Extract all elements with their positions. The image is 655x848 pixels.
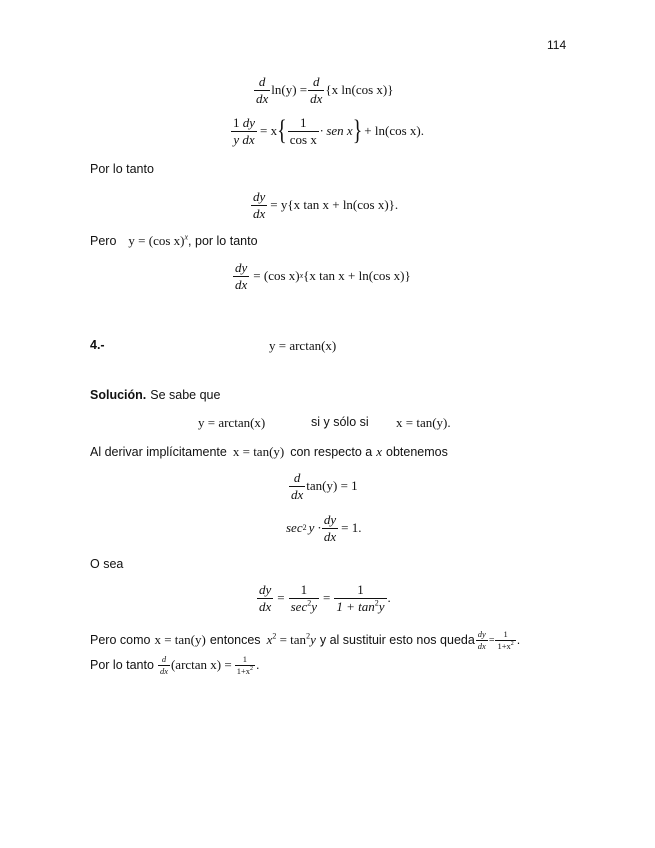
numerator: dy	[235, 260, 248, 275]
solucion-label: Solución.	[90, 388, 147, 402]
derivar-var: x	[376, 444, 383, 459]
close-brace: }	[352, 115, 363, 147]
text-c: y al sustituir esto nos queda	[319, 633, 475, 648]
den-text: 1+x	[497, 640, 511, 651]
sec: sec	[286, 520, 303, 536]
equation-1	[253, 75, 394, 105]
numerator: dy	[259, 582, 272, 597]
y-dot: y ·	[308, 520, 321, 536]
rhs-a: = (cos x)	[253, 268, 300, 284]
problem-number: 4.-	[90, 338, 105, 352]
iff-right: x = tan(y).	[396, 415, 451, 430]
numerator: 1	[357, 582, 364, 597]
o-sea-label: O sea	[90, 557, 124, 571]
period: .	[516, 633, 521, 648]
numerator: dy	[323, 512, 337, 527]
derivar-line	[90, 444, 448, 460]
exponent: 2	[374, 598, 379, 608]
fraction	[231, 116, 257, 146]
fraction	[288, 116, 319, 146]
expr: y = (cos x)	[128, 233, 185, 248]
fraction	[334, 583, 386, 613]
pero-tail: , por lo tanto	[188, 234, 258, 248]
equation-5	[288, 471, 358, 501]
solucion-line	[90, 388, 220, 402]
rhs-b: {x tan x + ln(cos x)}	[303, 268, 411, 284]
numerator: d	[313, 74, 320, 89]
denominator: dx	[323, 528, 337, 544]
exponent: 2	[250, 666, 254, 673]
rhs: {x ln(cos x)}	[325, 82, 394, 98]
denominator: cos x	[289, 131, 317, 147]
text-a: Pero como	[90, 633, 151, 648]
numerator	[231, 116, 257, 131]
equation-7	[256, 583, 391, 613]
numerator: 1	[300, 582, 308, 597]
rhs: = y{x tan x + ln(cos x)}.	[270, 197, 399, 213]
denominator: dx	[235, 276, 248, 292]
equals-sign: =	[323, 590, 331, 606]
denominator	[495, 640, 515, 651]
math-1: x = tan(y)	[154, 632, 206, 648]
text-b: entonces	[209, 633, 261, 648]
equals-x: = x	[260, 123, 278, 139]
y: y	[310, 632, 316, 648]
sen-term: · sen x	[319, 123, 353, 139]
period: .	[387, 590, 391, 606]
lhs: ln(y) =	[271, 82, 308, 98]
dy: dy	[242, 115, 256, 130]
derivar-text-b: con respecto a	[290, 445, 373, 459]
y: y	[378, 598, 385, 614]
equals-sign: =	[277, 590, 285, 606]
derivative-operator	[289, 471, 305, 501]
rhs: tan(y) = 1	[306, 478, 358, 494]
page-number: 114	[547, 38, 567, 52]
equation-3	[250, 190, 398, 220]
exponent: 2	[307, 598, 312, 608]
tail: + ln(cos x).	[364, 123, 424, 139]
den-text: 1+x	[236, 665, 251, 676]
numerator: 1	[300, 115, 307, 130]
fraction	[289, 583, 319, 613]
exponent: x	[184, 232, 189, 242]
fraction	[233, 261, 249, 291]
tan: = tan	[279, 632, 307, 648]
final-line-1	[90, 630, 520, 651]
exponent: 2	[510, 641, 514, 648]
derivative-operator	[308, 75, 324, 105]
math: (arctan x) =	[170, 657, 232, 673]
derivar-text-a: Al derivar implícitamente	[90, 445, 227, 459]
fraction	[322, 513, 338, 543]
denominator: dx	[256, 90, 269, 106]
pero-word: Pero	[90, 234, 117, 248]
x: x	[266, 632, 273, 648]
pero-math	[128, 233, 188, 249]
numerator: 1	[503, 629, 508, 639]
fraction	[251, 190, 267, 220]
numerator: dy	[477, 629, 486, 639]
equals-sign: =	[488, 634, 495, 646]
denominator: y dx	[233, 131, 255, 147]
iff-middle: si y sólo si	[311, 415, 369, 429]
numerator: d	[258, 74, 266, 89]
sec: sec	[290, 598, 308, 614]
rhs: = 1.	[341, 520, 362, 536]
small-fraction	[235, 655, 255, 676]
small-fraction	[158, 655, 170, 676]
small-fraction	[495, 630, 515, 651]
equation-6: sec 2 y · $\frac{dy}{dx}$ = 1.	[286, 512, 362, 544]
one: 1	[233, 115, 240, 130]
derivar-math: x = tan(y)	[232, 444, 285, 459]
small-fraction	[476, 630, 488, 651]
fraction	[257, 583, 273, 613]
problem-equation: y = arctan(x)	[269, 338, 337, 353]
tan: 1 + tan	[336, 598, 375, 614]
derivative-operator	[254, 75, 270, 105]
denominator	[334, 598, 386, 614]
equation-2	[230, 116, 424, 146]
exponent: 2	[272, 632, 277, 642]
numerator: d	[293, 470, 301, 485]
denominator: dx	[310, 90, 323, 106]
numerator: 1	[242, 654, 247, 664]
denominator: dx	[291, 486, 304, 502]
denominator: dx	[253, 205, 266, 221]
iff-left: y = arctan(x)	[198, 415, 266, 430]
equation-4: $\frac{dy}{dx}$ = (cos x) x {x tan x + ln(cos x)}	[235, 260, 411, 292]
denominator: dx	[477, 640, 486, 651]
y: y	[311, 598, 318, 614]
final-line-2	[90, 655, 260, 676]
numerator: d	[161, 654, 167, 664]
solucion-text: Se sabe que	[150, 388, 221, 402]
exponent: 2	[306, 632, 311, 642]
denominator: dx	[159, 665, 168, 676]
math-2	[267, 632, 316, 648]
denominator: dx	[259, 598, 272, 614]
open-brace: {	[277, 115, 287, 147]
por-lo-tanto-label: Por lo tanto	[90, 162, 154, 176]
derivar-text-c: obtenemos	[386, 445, 448, 459]
text-a: Por lo tanto	[90, 658, 154, 673]
period: .	[256, 658, 260, 673]
numerator: dy	[253, 189, 266, 204]
denominator	[235, 665, 255, 676]
pero-line	[90, 233, 258, 249]
denominator	[289, 598, 319, 614]
